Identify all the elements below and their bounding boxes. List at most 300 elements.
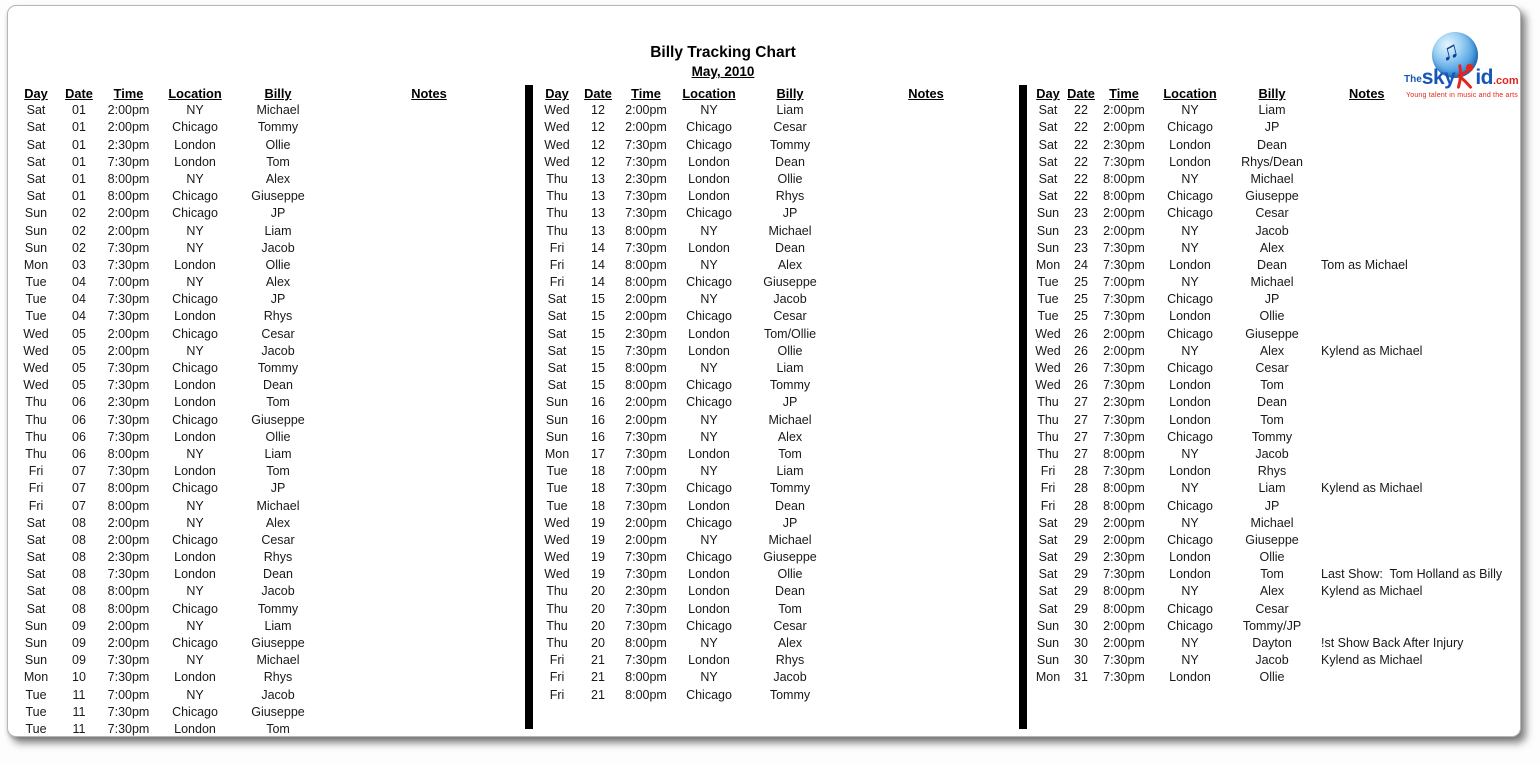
cell-date: 04 xyxy=(72,309,86,324)
cell-billy: Tom xyxy=(1260,567,1284,582)
cell-notes xyxy=(323,583,535,600)
cell-date: 06 xyxy=(72,412,86,427)
cell-notes xyxy=(323,566,535,583)
cell-notes xyxy=(833,669,1019,686)
cell-date: 05 xyxy=(72,378,86,393)
header-day: Day xyxy=(1036,86,1060,101)
cell-billy: Giuseppe xyxy=(1245,189,1299,204)
table-row xyxy=(14,429,535,446)
cell-day: Thu xyxy=(546,601,568,616)
cell-billy: Jacob xyxy=(773,670,807,685)
cell-billy: Cesar xyxy=(773,309,807,324)
cell-billy: Tom xyxy=(266,464,290,479)
cell-location: NY xyxy=(186,687,204,702)
cell-billy: Tom xyxy=(266,154,290,169)
cell-date: 07 xyxy=(72,464,86,479)
cell-notes xyxy=(833,687,1019,704)
schedule-table-week1 xyxy=(14,85,535,738)
cell-date: 15 xyxy=(591,309,605,324)
cell-notes xyxy=(1313,360,1520,377)
cell-time: 8:00pm xyxy=(625,257,667,272)
cell-date: 26 xyxy=(1074,361,1088,375)
cell-day: Fri xyxy=(549,275,565,290)
table-row xyxy=(539,154,1019,171)
cell-time: 7:30pm xyxy=(107,292,150,307)
cell-billy: Jacob xyxy=(261,584,295,599)
cell-date: 20 xyxy=(591,584,605,599)
header-billy: Billy xyxy=(776,86,804,101)
table-body xyxy=(14,102,535,738)
cell-billy: Dean xyxy=(775,240,805,255)
cell-notes xyxy=(1313,326,1520,343)
table-row xyxy=(539,102,1019,119)
cell-time: 7:30pm xyxy=(107,567,150,582)
table-row xyxy=(539,498,1019,515)
cell-location: NY xyxy=(700,223,718,238)
table-row xyxy=(539,119,1019,136)
cell-billy: Jacob xyxy=(773,292,807,307)
table-row xyxy=(539,429,1019,446)
cell-notes xyxy=(1313,446,1520,463)
cell-billy: Cesar xyxy=(1255,361,1289,375)
cell-day: Wed xyxy=(544,154,570,169)
cell-notes xyxy=(833,291,1019,308)
cell-notes xyxy=(833,498,1019,515)
cell-date: 26 xyxy=(1074,326,1088,341)
cell-time: 7:30pm xyxy=(1103,464,1145,479)
cell-billy: JP xyxy=(270,481,286,496)
cell-time: 7:30pm xyxy=(1103,567,1145,582)
table-row xyxy=(14,291,535,308)
cell-notes xyxy=(833,480,1019,497)
cell-date: 25 xyxy=(1074,292,1088,307)
cell-date: 01 xyxy=(72,189,86,204)
cell-billy: Jacob xyxy=(261,687,295,702)
cell-location: London xyxy=(1169,309,1211,324)
cell-date: 16 xyxy=(591,412,605,427)
cell-day: Mon xyxy=(23,670,49,685)
cell-time: 8:00pm xyxy=(107,446,150,461)
table-row xyxy=(1033,308,1520,325)
table-row xyxy=(1033,652,1520,669)
cell-time: 2:00pm xyxy=(107,120,150,135)
table-row xyxy=(1033,480,1520,497)
cell-notes xyxy=(833,652,1019,669)
cell-time: 7:30pm xyxy=(107,240,150,255)
cell-date: 11 xyxy=(72,687,86,702)
table-row xyxy=(539,240,1019,257)
cell-location: Chicago xyxy=(1167,601,1213,616)
cell-billy: Alex xyxy=(777,257,803,272)
cell-date: 27 xyxy=(1074,412,1088,427)
table-row xyxy=(14,446,535,463)
cell-day: Sat xyxy=(1038,550,1058,565)
cell-billy: Jacob xyxy=(1255,653,1289,668)
cell-billy: Ollie xyxy=(265,429,291,444)
cell-billy: Cesar xyxy=(1255,206,1289,221)
cell-date: 05 xyxy=(72,326,86,341)
column-divider-1 xyxy=(525,85,533,729)
cell-notes xyxy=(323,257,535,274)
table-row xyxy=(14,137,535,154)
cell-day: Sat xyxy=(26,120,46,135)
cell-date: 29 xyxy=(1074,550,1088,565)
cell-day: Tue xyxy=(25,309,47,324)
cell-location: London xyxy=(174,395,216,410)
table-row xyxy=(539,257,1019,274)
cell-time: 2:00pm xyxy=(1103,206,1145,221)
cell-day: Wed xyxy=(1035,361,1061,375)
cell-billy: Jacob xyxy=(261,240,295,255)
cell-date: 07 xyxy=(72,498,86,513)
cell-notes xyxy=(323,360,535,377)
cell-notes xyxy=(833,412,1019,429)
cell-time: 7:30pm xyxy=(625,206,667,221)
cell-notes xyxy=(833,515,1019,532)
cell-day: Tue xyxy=(25,687,47,702)
cell-day: Fri xyxy=(28,481,44,496)
cell-notes xyxy=(833,618,1019,635)
table-row xyxy=(1033,137,1520,154)
cell-day: Thu xyxy=(546,171,568,186)
table-row xyxy=(1033,291,1520,308)
cell-billy: Tommy xyxy=(769,687,811,702)
cell-notes xyxy=(833,583,1019,600)
cell-notes xyxy=(833,377,1019,394)
table-row xyxy=(539,566,1019,583)
cell-date: 08 xyxy=(72,532,86,547)
cell-location: Chicago xyxy=(686,206,732,221)
cell-date: 21 xyxy=(591,670,605,685)
header-day: Day xyxy=(24,86,48,101)
cell-billy: Liam xyxy=(264,446,292,461)
cell-day: Sun xyxy=(1036,223,1060,238)
table-row xyxy=(1033,257,1520,274)
cell-date: 18 xyxy=(591,481,605,496)
cell-date: 27 xyxy=(1074,395,1088,410)
cell-time: 7:30pm xyxy=(107,429,150,444)
table-row xyxy=(1033,326,1520,343)
cell-notes xyxy=(833,394,1019,411)
cell-day: Sun xyxy=(545,412,569,427)
cell-notes xyxy=(833,137,1019,154)
cell-location: NY xyxy=(700,464,718,479)
cell-date: 08 xyxy=(72,550,86,565)
cell-day: Sun xyxy=(1036,618,1060,633)
cell-location: NY xyxy=(700,292,718,307)
cell-date: 13 xyxy=(591,189,605,204)
cell-day: Sat xyxy=(547,343,567,358)
cell-time: 7:30pm xyxy=(625,653,667,668)
cell-billy: Giuseppe xyxy=(1245,326,1299,341)
cell-location: Chicago xyxy=(686,137,732,152)
table-row xyxy=(14,549,535,566)
cell-location: NY xyxy=(186,653,204,668)
table-row xyxy=(14,223,535,240)
cell-date: 08 xyxy=(72,584,86,599)
cell-notes xyxy=(1313,377,1520,394)
cell-location: Chicago xyxy=(172,292,218,307)
cell-notes: Kylend as Michael xyxy=(1321,343,1423,358)
schedule-table-week2 xyxy=(539,85,1019,704)
cell-time: 7:30pm xyxy=(625,189,667,204)
cell-location: Chicago xyxy=(172,120,218,135)
cell-notes xyxy=(323,240,535,257)
cell-location: London xyxy=(688,446,730,461)
cell-billy: Alex xyxy=(1259,584,1285,599)
cell-billy: Dean xyxy=(775,498,805,513)
table-row xyxy=(14,532,535,549)
cell-date: 21 xyxy=(591,687,605,702)
table-row xyxy=(1033,360,1520,377)
cell-location: Chicago xyxy=(1167,429,1213,444)
cell-location: NY xyxy=(186,498,204,513)
table-row xyxy=(539,669,1019,686)
cell-billy: Dayton xyxy=(1252,636,1292,650)
cell-billy: Liam xyxy=(264,223,292,238)
cell-location: London xyxy=(174,464,216,479)
cell-billy: Dean xyxy=(775,154,805,169)
cell-time: 8:00pm xyxy=(625,223,667,238)
cell-day: Thu xyxy=(546,189,568,204)
cell-notes xyxy=(833,102,1019,119)
cell-day: Sun xyxy=(1036,206,1060,221)
table-row xyxy=(14,240,535,257)
table-row xyxy=(539,137,1019,154)
cell-notes xyxy=(1313,205,1520,222)
cell-notes: Kylend as Michael xyxy=(1321,584,1423,599)
cell-billy: Tom xyxy=(266,721,290,736)
cell-day: Sat xyxy=(1038,515,1058,530)
cell-location: Chicago xyxy=(172,412,218,427)
table-row xyxy=(14,102,535,119)
table-row xyxy=(14,343,535,360)
cell-day: Sat xyxy=(26,189,46,204)
cell-day: Sat xyxy=(1038,103,1058,118)
cell-billy: Cesar xyxy=(261,532,295,547)
table-row xyxy=(539,308,1019,325)
cell-day: Thu xyxy=(1037,412,1059,427)
cell-date: 23 xyxy=(1074,206,1088,221)
cell-date: 16 xyxy=(591,429,605,444)
cell-day: Wed xyxy=(1035,326,1061,341)
cell-billy: Liam xyxy=(776,361,804,375)
cell-location: London xyxy=(1169,378,1211,393)
cell-notes xyxy=(833,635,1019,652)
cell-notes: Kylend as Michael xyxy=(1321,653,1423,668)
cell-billy: Liam xyxy=(776,464,804,479)
cell-notes: Tom as Michael xyxy=(1321,257,1408,272)
cell-time: 7:30pm xyxy=(1103,412,1145,427)
cell-date: 16 xyxy=(591,395,605,410)
cell-date: 10 xyxy=(72,670,86,685)
cell-notes xyxy=(1313,549,1520,566)
cell-date: 19 xyxy=(591,515,605,530)
cell-notes xyxy=(833,119,1019,136)
cell-notes xyxy=(323,137,535,154)
header-time: Time xyxy=(113,86,144,101)
cell-billy: Alex xyxy=(265,171,291,186)
logo-wordmark xyxy=(1404,63,1519,88)
cell-day: Sun xyxy=(1036,653,1060,668)
cell-billy: Alex xyxy=(777,429,803,444)
cell-location: London xyxy=(1169,137,1211,152)
cell-location: Chicago xyxy=(686,395,732,410)
cell-time: 2:00pm xyxy=(1103,103,1145,118)
cell-billy: Rhys xyxy=(1257,464,1287,479)
cell-notes: Kylend as Michael xyxy=(1321,481,1423,496)
table-row xyxy=(1033,205,1520,222)
cell-time: 2:00pm xyxy=(625,309,667,324)
cell-notes xyxy=(1313,308,1520,325)
cell-notes xyxy=(323,394,535,411)
cell-day: Tue xyxy=(546,481,568,496)
cell-notes xyxy=(323,652,535,669)
cell-time: 7:30pm xyxy=(107,378,150,393)
cell-notes xyxy=(323,549,535,566)
cell-location: NY xyxy=(186,223,204,238)
cell-day: Sat xyxy=(1038,171,1058,186)
cell-notes xyxy=(833,601,1019,618)
cell-time: 7:30pm xyxy=(1103,154,1145,169)
cell-billy: Tom xyxy=(778,601,802,616)
header-notes: Notes xyxy=(1349,86,1385,101)
header-date: Date xyxy=(65,86,93,101)
cell-location: Chicago xyxy=(686,515,732,530)
cell-date: 28 xyxy=(1074,481,1088,496)
cell-date: 09 xyxy=(72,653,86,668)
cell-date: 15 xyxy=(591,292,605,307)
cell-time: 8:00pm xyxy=(1103,498,1145,513)
cell-date: 01 xyxy=(72,171,86,186)
cell-time: 8:00pm xyxy=(625,275,667,290)
table-row xyxy=(14,618,535,635)
cell-time: 2:00pm xyxy=(107,343,150,358)
cell-day: Wed xyxy=(544,120,570,135)
cell-notes xyxy=(323,480,535,497)
cell-billy: Dean xyxy=(1257,137,1287,152)
cell-location: Chicago xyxy=(1167,618,1213,633)
cell-time: 2:30pm xyxy=(625,584,667,599)
cell-location: NY xyxy=(1181,103,1199,118)
cell-billy: Ollie xyxy=(265,137,291,152)
header-time: Time xyxy=(1109,86,1139,101)
cell-billy: Tom xyxy=(266,395,290,410)
table-row xyxy=(1033,566,1520,583)
cell-day: Fri xyxy=(549,687,565,702)
cell-notes xyxy=(833,223,1019,240)
cell-billy: Rhys xyxy=(263,309,293,324)
cell-notes xyxy=(1313,412,1520,429)
cell-date: 11 xyxy=(72,721,86,736)
cell-notes xyxy=(323,188,535,205)
cell-location: NY xyxy=(700,103,718,118)
cell-time: 8:00pm xyxy=(1103,446,1145,461)
cell-location: Chicago xyxy=(172,326,218,341)
cell-location: London xyxy=(688,584,730,599)
cell-billy: Ollie xyxy=(777,171,803,186)
cell-day: Mon xyxy=(1035,257,1061,272)
cell-billy: Ollie xyxy=(777,343,803,358)
cell-time: 8:00pm xyxy=(625,687,667,702)
cell-date: 05 xyxy=(72,343,86,358)
cell-time: 7:00pm xyxy=(1103,275,1145,290)
cell-location: Chicago xyxy=(172,481,218,496)
cell-date: 12 xyxy=(591,103,605,118)
cell-notes xyxy=(833,463,1019,480)
table-row xyxy=(14,154,535,171)
table-row xyxy=(14,463,535,480)
cell-location: London xyxy=(688,567,730,582)
cell-day: Tue xyxy=(1037,275,1059,290)
cell-notes xyxy=(1313,515,1520,532)
cell-location: Chicago xyxy=(686,378,732,393)
logo-tagline: Young talent in music and the arts xyxy=(1406,92,1518,99)
table-row xyxy=(539,377,1019,394)
cell-billy: JP xyxy=(782,395,798,410)
cell-date: 15 xyxy=(591,326,605,341)
header-location: Location xyxy=(682,86,736,101)
cell-day: Sat xyxy=(26,532,46,547)
cell-notes xyxy=(323,429,535,446)
cell-time: 2:00pm xyxy=(1103,636,1145,650)
cell-billy: Jacob xyxy=(1255,446,1289,461)
cell-location: Chicago xyxy=(686,309,732,324)
cell-billy: Michael xyxy=(1250,275,1294,290)
cell-day: Sat xyxy=(1038,601,1058,616)
cell-day: Sun xyxy=(24,240,48,255)
cell-time: 7:30pm xyxy=(625,154,667,169)
cell-day: Wed xyxy=(544,567,570,582)
cell-location: London xyxy=(688,653,730,668)
cell-location: NY xyxy=(700,429,718,444)
cell-billy: Tommy xyxy=(1251,429,1293,444)
cell-notes xyxy=(323,601,535,618)
table-row xyxy=(1033,429,1520,446)
cell-date: 20 xyxy=(591,618,605,633)
table-row xyxy=(14,721,535,738)
cell-notes xyxy=(323,498,535,515)
header-date: Date xyxy=(1067,86,1095,101)
cell-day: Fri xyxy=(549,257,565,272)
cell-date: 06 xyxy=(72,395,86,410)
cell-date: 14 xyxy=(591,275,605,290)
table-row xyxy=(1033,394,1520,411)
table-row xyxy=(14,635,535,652)
cell-notes xyxy=(833,240,1019,257)
cell-billy: Alex xyxy=(265,275,291,290)
cell-day: Sat xyxy=(1038,584,1058,599)
cell-date: 12 xyxy=(591,137,605,152)
cell-time: 7:30pm xyxy=(625,601,667,616)
cell-billy: Michael xyxy=(768,532,812,547)
cell-time: 2:30pm xyxy=(107,550,150,565)
table-row xyxy=(1033,223,1520,240)
table-row xyxy=(14,412,535,429)
logo-the: The xyxy=(1404,74,1422,85)
cell-day: Fri xyxy=(549,653,565,668)
cell-location: London xyxy=(1169,567,1211,582)
cell-date: 01 xyxy=(72,154,86,169)
cell-notes xyxy=(833,343,1019,360)
cell-date: 07 xyxy=(72,481,86,496)
cell-time: 2:30pm xyxy=(1103,395,1145,410)
table-row xyxy=(14,704,535,721)
cell-date: 19 xyxy=(591,532,605,547)
cell-time: 7:00pm xyxy=(107,687,150,702)
cell-date: 22 xyxy=(1074,154,1088,169)
header-notes: Notes xyxy=(411,86,447,101)
